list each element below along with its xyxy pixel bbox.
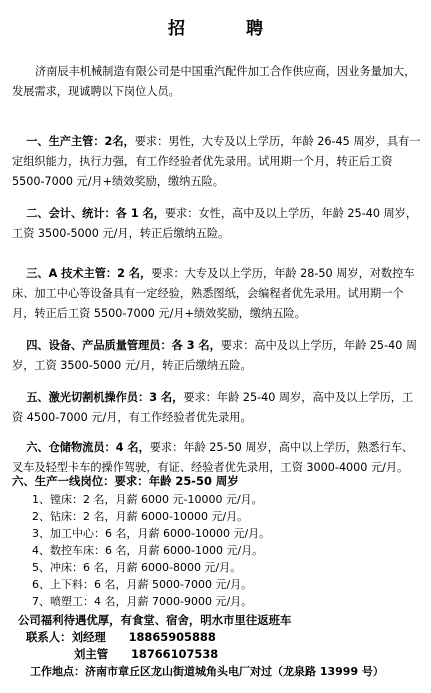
list-item: 3、加工中心：6 名，月薪 6000-10000 元/月。: [32, 527, 271, 540]
list-item: 1、镗床：2 名，月薪 6000 元-10000 元/月。: [32, 493, 263, 506]
intro-paragraph: 济南辰丰机械制造有限公司是中国重汽配件加工合作供应商，因业务量加大，发展需求，现诚聘以下岗位人员。: [12, 65, 416, 98]
production-positions: [12, 472, 422, 610]
section-body: 要求：高中及以上学历，年龄 25-40 周岁，工资 3500-5000 元/月，转正后缴纳五险。: [12, 339, 418, 372]
section-body: 要求：年龄 25-40 周岁，高中及以上学历，工资 4500-7000 元/月，有工作经验者优先录用。: [12, 391, 414, 424]
list-item: 6、上下料：6 名，月薪 5000-7000 元/月。: [32, 578, 253, 591]
footer-info: [12, 612, 422, 680]
list-item: 2、钻床：2 名，月薪 6000-10000 元/月。: [32, 510, 249, 523]
page-title: 招 聘: [168, 19, 285, 39]
section-heading: 六、仓储物流员：4 名，: [26, 441, 150, 454]
section-heading: 五、激光切割机操作员：3 名，: [26, 391, 184, 404]
contact1-name: 刘经理: [71, 630, 106, 644]
section-heading: 三、A 技术主管：2 名，: [26, 267, 152, 280]
list-item: 5、冲床：6 名，月薪 6000-8000 元/月。: [32, 561, 242, 574]
section-heading: 四、设备、产品质量管理员：各 3 名，: [26, 339, 221, 352]
contact2-name: 刘主管: [74, 647, 109, 661]
section-heading: 二、会计、统计：各 1 名，: [26, 207, 165, 220]
section-body: 要求：年龄 25-50 周岁，高中以上学历，熟悉行车、叉车及轻型卡车的操作驾驶，有证、经验者优先录用，工资 3000-4000 元/月。: [12, 441, 414, 474]
contact2-phone: 18766107538: [130, 647, 219, 661]
section-body: 要求：大专及以上学历，年龄 28-50 周岁，对数控车床、加工中心等设备具有一定经验，熟悉图纸，会编程者优先录用。试用期一个月，转正后工资 5500-7000 元/月+绩效奖励，缴纳五险。: [12, 267, 415, 320]
contact1-phone: 18865905888: [128, 630, 216, 644]
section-heading: 一、生产主管：2名，: [26, 135, 135, 148]
benefits: 公司福利待遇优厚，有食堂、宿舍，明水市里往返班车: [18, 613, 292, 627]
production-heading: 六、生产一线岗位：要求：年龄 25-50 周岁: [12, 474, 239, 488]
contact-label: 联系人：: [26, 630, 72, 644]
contact-row-1: [12, 629, 422, 646]
section-body: 要求：女性，高中及以上学历，年龄 25-40 周岁，工资 3500-5000 元/月，转正后缴纳五险。: [12, 207, 418, 240]
list-item: 7、喷塑工：4 名，月薪 7000-9000 元/月。: [32, 595, 253, 608]
contact-row-2: [12, 646, 422, 663]
list-item: 4、数控车床：6 名，月薪 6000-1000 元/月。: [32, 544, 264, 557]
address: 工作地点：济南市章丘区龙山街道城角头电厂对过（龙泉路 13999 号）: [30, 665, 384, 678]
section-body: 要求：男性，大专及以上学历，年龄 26-45 周岁，具有一定组织能力，执行力强，有工作经验者优先录用。试用期一个月，转正后工资 5500-7000 元/月+绩效奖励，缴纳五险。: [12, 135, 421, 188]
